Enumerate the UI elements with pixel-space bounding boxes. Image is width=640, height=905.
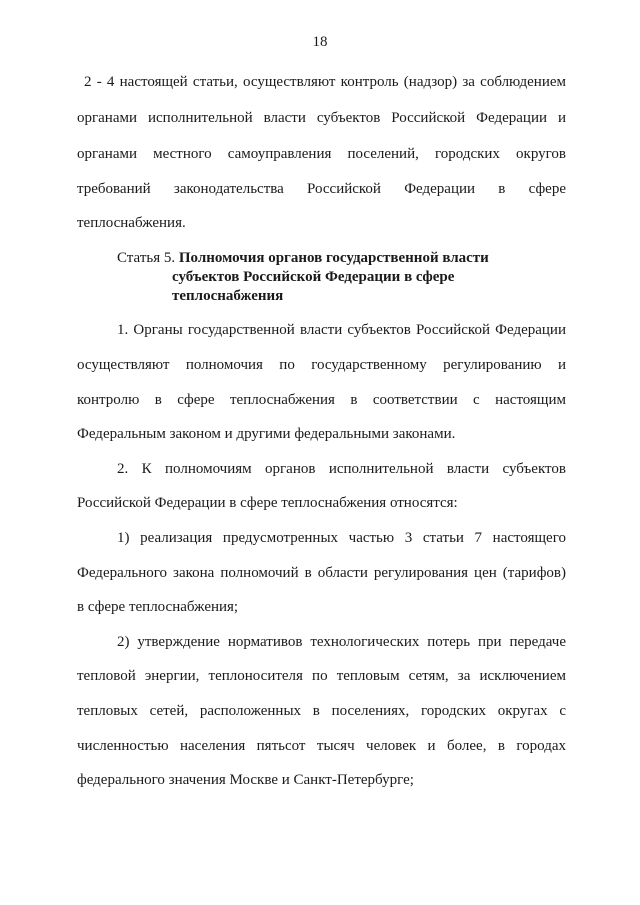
list-item-line: в сфере теплоснабжения;	[77, 599, 239, 615]
article-heading	[117, 248, 489, 268]
list-item-line: 2) утверждение нормативов технологических потерь при передаче	[117, 634, 566, 650]
list-item-line: численностью населения пятьсот тысяч человек и более, в городах	[77, 738, 566, 754]
text-line: требований законодательства Российской Федерации в сфере	[77, 181, 566, 197]
list-item-line: тепловых сетей, расположенных в поселениях, городских округах с	[77, 703, 566, 719]
article-title-line: Полномочия органов государственной власти	[178, 250, 489, 266]
list-item-line: тепловой энергии, теплоносителя по тепловым сетям, за исключением	[77, 668, 566, 684]
text-line: осуществляют полномочия по государственному регулированию и	[77, 357, 566, 373]
text-line: 1. Органы государственной власти субъектов Российской Федерации	[117, 322, 566, 338]
list-item-line: Федерального закона полномочий в области регулирования цен (тарифов)	[77, 565, 566, 581]
article-title-line: субъектов Российской Федерации в сфере	[172, 269, 455, 285]
text-line: контролю в сфере теплоснабжения в соответствии с настоящим	[77, 392, 566, 408]
text-line: 2. К полномочиям органов исполнительной власти субъектов	[117, 461, 566, 477]
article-number: Статья 5.	[117, 250, 176, 266]
article-title-line: теплоснабжения	[172, 288, 284, 304]
text-line: Федеральным законом и другими федеральными законами.	[77, 426, 456, 442]
text-line: Российской Федерации в сфере теплоснабжения относятся:	[77, 495, 458, 511]
text-line: 2 - 4 настоящей статьи, осуществляют контроль (надзор) за соблюдением	[84, 74, 566, 90]
list-item-line: федерального значения Москве и Санкт-Петербурге;	[77, 772, 414, 788]
list-item-line: 1) реализация предусмотренных частью 3 статьи 7 настоящего	[117, 530, 566, 546]
text-line: органами исполнительной власти субъектов Российской Федерации и	[77, 110, 566, 126]
page-number: 18	[312, 34, 328, 50]
text-line: теплоснабжения.	[77, 215, 186, 231]
text-line: органами местного самоуправления поселений, городских округов	[77, 146, 566, 162]
